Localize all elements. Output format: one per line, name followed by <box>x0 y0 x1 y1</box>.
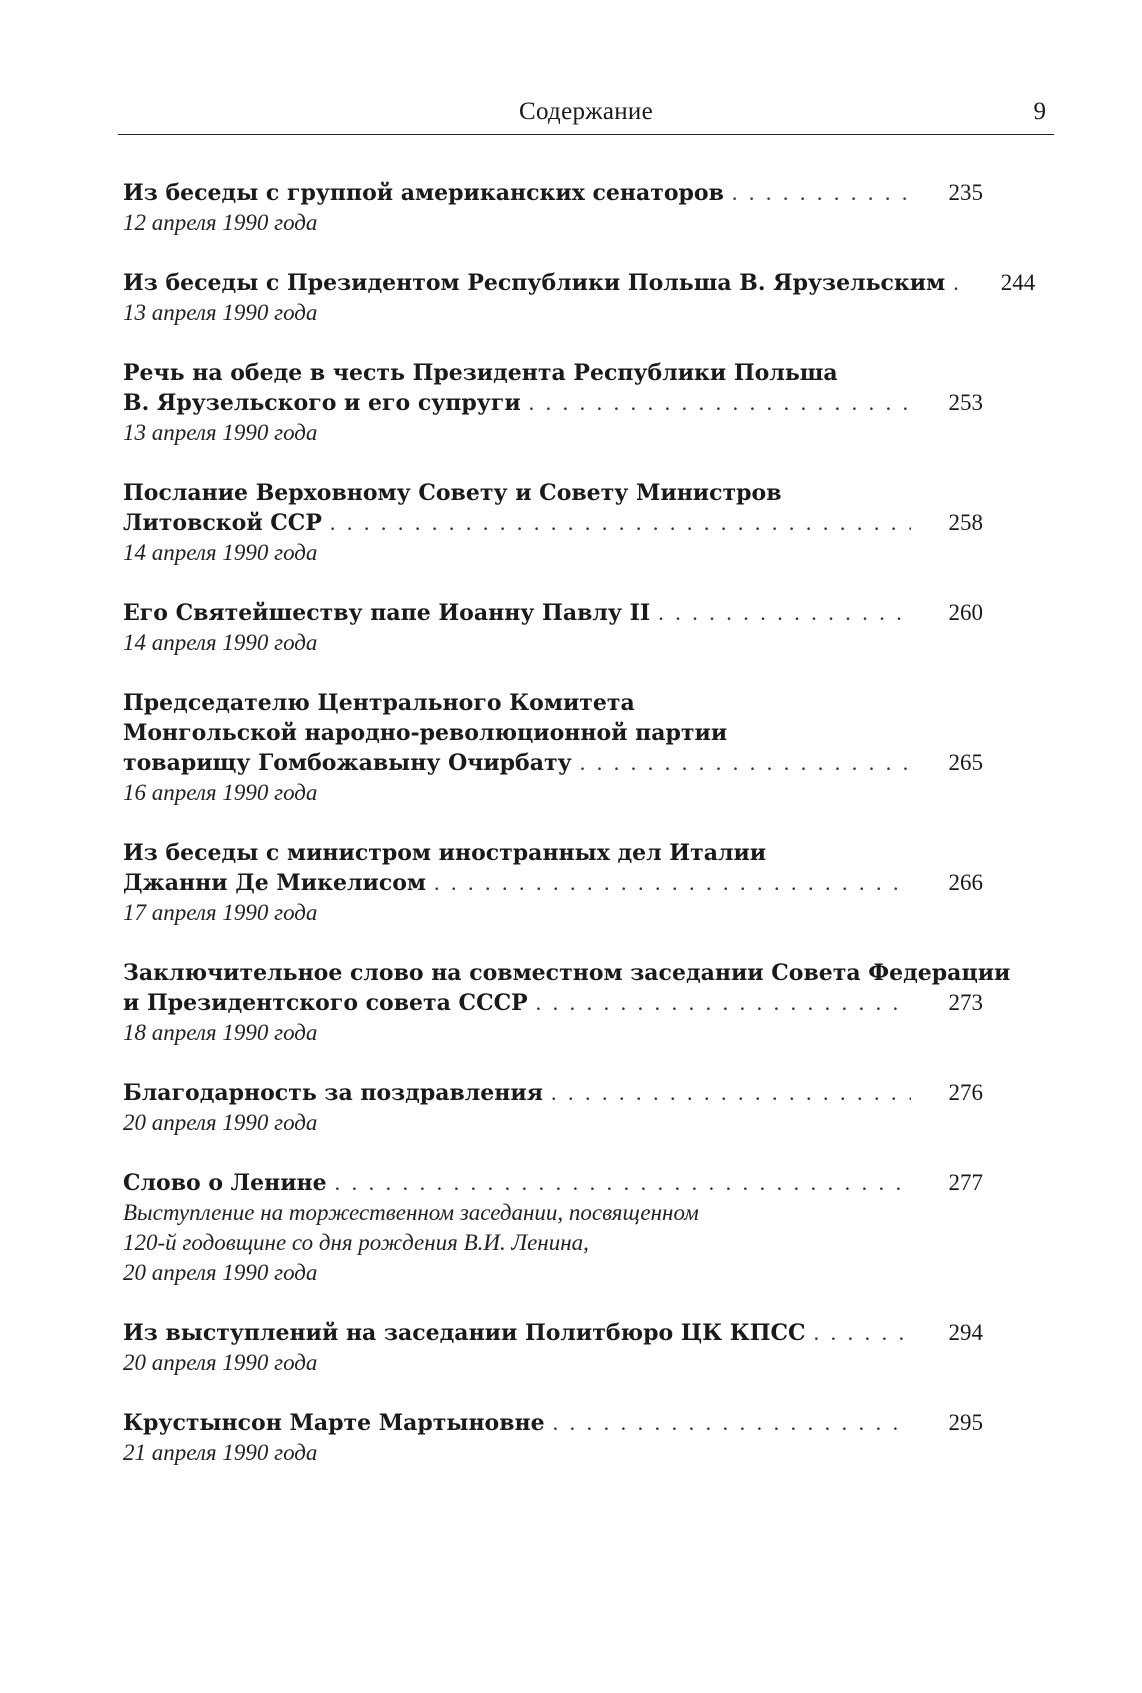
entry-page-number: 235 <box>948 180 983 205</box>
entry-title-line: В. Ярузельского и его супруги <box>123 390 521 416</box>
toc-entry[interactable] <box>123 838 983 928</box>
entry-title-line: Из беседы с министром иностранных дел Италии <box>123 840 767 866</box>
entry-page-number: 273 <box>948 990 983 1015</box>
entry-date-note: 20 апреля 1990 года <box>123 1350 318 1375</box>
entry-page-number: 260 <box>948 600 983 625</box>
entry-page-number: 258 <box>948 510 983 535</box>
entry-title-row <box>123 178 983 208</box>
entry-date-note: Выступление на торжественном заседании, посвященном <box>123 1200 699 1225</box>
dot-leader <box>327 1168 911 1198</box>
entry-title-row <box>123 868 983 898</box>
dot-leader <box>545 1408 911 1438</box>
entry-page-number: 253 <box>948 390 983 415</box>
entry-title-line: Джанни Де Микелисом <box>123 870 426 896</box>
entry-title-line: Председателю Центрального Комитета <box>123 690 635 716</box>
dot-leader <box>806 1318 911 1348</box>
entry-page-number: 277 <box>948 1170 983 1195</box>
toc-entry[interactable] <box>123 1168 983 1288</box>
entry-title-line: Крустынсон Марте Мартыновне <box>123 1410 545 1436</box>
entry-title-line: Послание Верховному Совету и Совету Министров <box>123 480 782 506</box>
entry-title-line: и Президентского совета СССР <box>123 990 528 1016</box>
entry-title-line: Из беседы с группой американских сенаторов <box>123 180 724 206</box>
entry-title-line: Слово о Ленине <box>123 1170 327 1196</box>
dot-leader <box>426 868 911 898</box>
page-number: 9 <box>1033 98 1046 125</box>
entry-page-number: 266 <box>948 870 983 895</box>
entry-page-number: 244 <box>1000 270 1036 295</box>
toc-entry[interactable] <box>123 1318 983 1378</box>
entry-date-note: 120-й годовщине со дня рождения В.И. Ленина, <box>123 1230 589 1255</box>
toc-entry[interactable] <box>123 688 983 808</box>
entry-title-row <box>123 1408 983 1438</box>
entry-title-row <box>123 1168 983 1198</box>
entry-title-line: Благодарность за поздравления <box>123 1080 543 1106</box>
dot-leader <box>528 988 911 1018</box>
entry-title-line: Из беседы с Президентом Республики Польша В. Ярузельским <box>123 270 946 296</box>
dot-leader <box>724 178 911 208</box>
entry-title-line: Из выступлений на заседании Политбюро ЦК КПСС <box>123 1320 806 1346</box>
dot-leader <box>521 388 911 418</box>
entry-date-note: 17 апреля 1990 года <box>123 900 318 925</box>
entry-date-note: 21 апреля 1990 года <box>123 1440 318 1465</box>
entry-title-row <box>123 388 983 418</box>
entry-date-note: 14 апреля 1990 года <box>123 630 318 655</box>
entry-title-line: Его Святейшеству папе Иоанну Павлу II <box>123 600 651 626</box>
entry-date-note: 13 апреля 1990 года <box>123 420 318 445</box>
entry-page-number: 276 <box>948 1080 983 1105</box>
entry-title-row <box>123 268 1036 298</box>
running-head <box>118 92 1054 135</box>
entry-title-line: Монгольской народно-революционной партии <box>123 720 728 746</box>
toc-entry[interactable] <box>123 358 983 448</box>
entry-date-note: 13 апреля 1990 года <box>123 300 318 325</box>
table-of-contents <box>123 178 1036 1498</box>
entry-title-line: Заключительное слово на совместном заседании Совета Федерации <box>123 960 1011 986</box>
entry-date-note: 20 апреля 1990 года <box>123 1110 318 1135</box>
toc-entry[interactable] <box>123 1078 983 1138</box>
running-title: Содержание <box>519 98 653 125</box>
entry-date-note: 18 апреля 1990 года <box>123 1020 318 1045</box>
entry-title-line: товарищу Гомбожавыну Очирбату <box>123 750 572 776</box>
entry-page-number: 294 <box>948 1320 983 1345</box>
entry-title-row <box>123 748 983 778</box>
dot-leader <box>572 748 911 778</box>
entry-page-number: 265 <box>948 750 983 775</box>
toc-entry[interactable] <box>123 598 983 658</box>
entry-title-row <box>123 598 983 628</box>
toc-entry[interactable] <box>123 958 1011 1048</box>
entry-date-note: 14 апреля 1990 года <box>123 540 318 565</box>
entry-date-note: 12 апреля 1990 года <box>123 210 318 235</box>
toc-entry[interactable] <box>123 1408 983 1468</box>
entry-date-note: 16 апреля 1990 года <box>123 780 318 805</box>
entry-title-row <box>123 508 983 538</box>
entry-title-line: Литовской ССР <box>123 510 322 536</box>
entry-title-line: Речь на обеде в честь Президента Республики Польша <box>123 360 838 386</box>
dot-leader <box>945 268 963 298</box>
dot-leader <box>543 1078 911 1108</box>
entry-title-row <box>123 988 983 1018</box>
entry-title-row <box>123 1078 983 1108</box>
dot-leader <box>650 598 911 628</box>
toc-entry[interactable] <box>123 478 983 568</box>
entry-page-number: 295 <box>948 1410 983 1435</box>
entry-title-row <box>123 1318 983 1348</box>
dot-leader <box>322 508 911 538</box>
toc-entry[interactable] <box>123 178 983 238</box>
toc-entry[interactable] <box>123 268 1036 328</box>
entry-date-note: 20 апреля 1990 года <box>123 1260 318 1285</box>
